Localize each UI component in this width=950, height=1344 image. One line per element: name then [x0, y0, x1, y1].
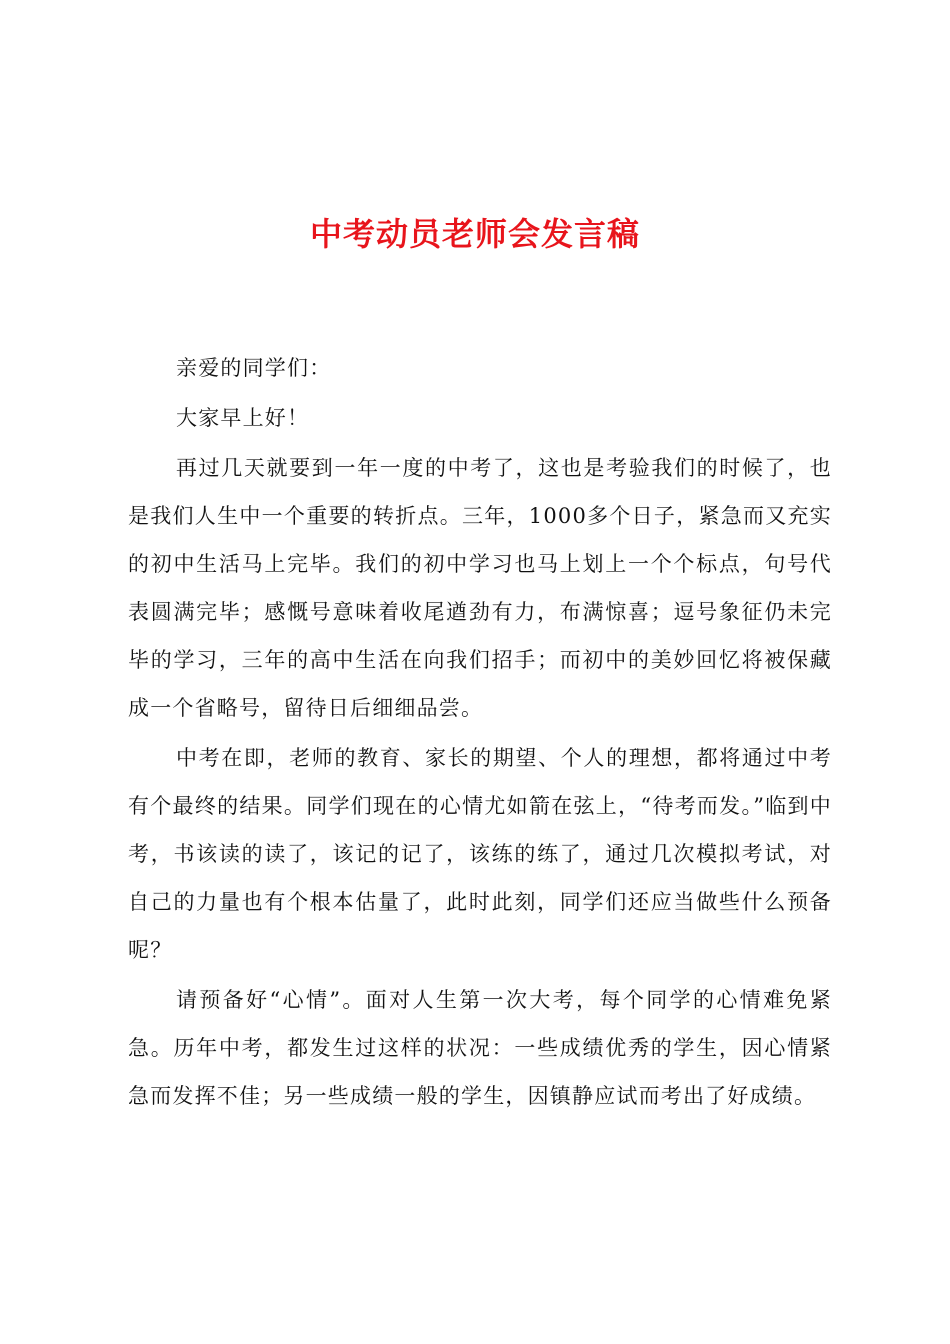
salutation-paragraph: 亲爱的同学们： — [176, 356, 332, 380]
document-title: 中考动员老师会发言稿 — [309, 215, 640, 253]
body-paragraph-1: 再过几天就要到一年一度的中考了，这也是考验我们的时候了，也是我们人生中一个重要的转折点。三年，1000多个日子，紧急而又充实的初中生活马上完毕。我们的初中学习也马上划上一个个标点，句号代表圆满完毕；感慨号意味着收尾遒劲有力，布满惊喜；逗号象征仍未完毕的学习，三年的高中生活在向我们招手；而初中的美妙回忆将被保藏成一个省略号，留待日后细细品尝。 — [128, 456, 832, 720]
body-paragraph-3: 请预备好“心情”。面对人生第一次大考，每个同学的心情难免紧急。历年中考，都发生过这样的状况：一些成绩优秀的学生，因心情紧急而发挥不佳；另一些成绩一般的学生，因镇静应试而考出了好成绩。 — [128, 988, 832, 1108]
document-body — [128, 344, 832, 1122]
greeting-paragraph: 大家早上好！ — [176, 406, 310, 430]
body-paragraph-2: 中考在即，老师的教育、家长的期望、个人的理想，都将通过中考有个最终的结果。同学们现在的心情尤如箭在弦上，“待考而发。”临到中考，书该读的读了，该记的记了，该练的练了，通过几次模拟考试，对自己的力量也有个根本估量了，此时此刻，同学们还应当做些什么预备呢？ — [128, 746, 832, 962]
